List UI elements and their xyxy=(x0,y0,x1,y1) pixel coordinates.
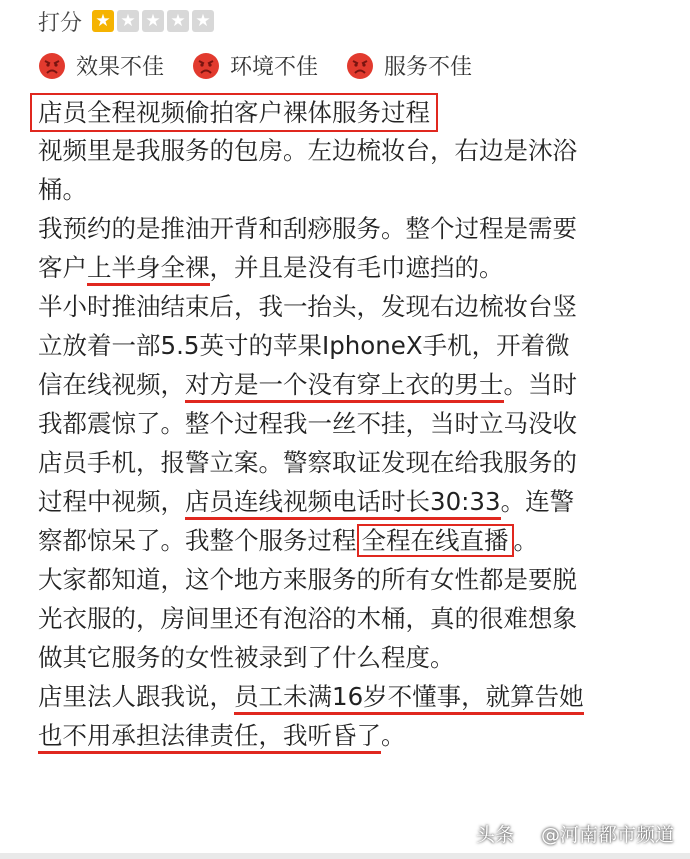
review-line: 我预约的是推油开背和刮痧服务。整个过程是需要 xyxy=(38,214,577,243)
star-rating xyxy=(92,10,214,32)
underlined-text: 对方是一个没有穿上衣的男士 xyxy=(185,370,504,403)
tag-label: 环境不佳 xyxy=(230,55,319,80)
underlined-text: 员工未满16岁不懂事，就算告她 xyxy=(234,682,584,715)
tag-label: 服务不佳 xyxy=(384,55,473,80)
review-line: 光衣服的，房间里还有泡浴的木桶，真的很难想象 xyxy=(38,604,577,633)
bottom-image-edge xyxy=(0,853,690,859)
review-line: 立放着一部5.5英寸的苹果IphoneX手机，开着微 xyxy=(38,331,570,360)
review-content xyxy=(38,92,668,755)
review-line: 也不用承担法律责任，我听昏了。 xyxy=(38,716,668,755)
star-icon: ★ xyxy=(192,10,214,32)
review-line: 店里法人跟我说，员工未满16岁不懂事，就算告她 xyxy=(38,677,668,716)
brand-logo-icon xyxy=(520,825,538,843)
tag-environment xyxy=(192,50,318,81)
review-line: 察都惊呆了。我整个服务过程 全程在线直播 。 xyxy=(38,526,538,555)
review-line: 店员手机，报警立案。警察取证发现在给我服务的 xyxy=(38,448,577,477)
watermark-prefix: 头条 xyxy=(475,824,514,846)
star-icon: ★ xyxy=(167,10,189,32)
review-line: 我都震惊了。整个过程我一丝不挂，当时立马没收 xyxy=(38,409,577,438)
angry-face-icon xyxy=(346,52,374,80)
rating-label: 打分 xyxy=(38,10,83,36)
watermark-account: @河南都市频道 xyxy=(540,824,674,846)
review-line: 半小时推油结束后，我一抬头，发现右边梳妆台竖 xyxy=(38,292,577,321)
review-line: 过程中视频，店员连线视频电话时长30:33。连警 xyxy=(38,482,668,521)
angry-face-icon xyxy=(38,52,66,80)
star-icon: ★ xyxy=(117,10,139,32)
rating-row xyxy=(38,4,214,38)
underlined-text: 上半身全裸 xyxy=(87,253,210,286)
tag-label: 效果不佳 xyxy=(76,55,165,80)
angry-face-icon xyxy=(192,52,220,80)
underlined-text: 店员连线视频电话时长30:33 xyxy=(185,487,501,520)
rating-tags xyxy=(38,50,500,81)
review-line: 客户上半身全裸，并且是没有毛巾遮挡的。 xyxy=(38,248,668,287)
watermark xyxy=(476,820,674,847)
review-line: 桶。 xyxy=(38,175,87,204)
tag-effect xyxy=(38,50,164,81)
boxed-text: 全程在线直播 xyxy=(357,524,514,557)
review-line: 视频里是我服务的包房。左边梳妆台，右边是沐浴 xyxy=(38,136,577,165)
tag-service xyxy=(346,50,472,81)
review-line: 做其它服务的女性被录到了什么程度。 xyxy=(38,643,455,672)
star-icon: ★ xyxy=(92,10,114,32)
review-line: 信在线视频，对方是一个没有穿上衣的男士。当时 xyxy=(38,365,668,404)
review-line: 大家都知道，这个地方来服务的所有女性都是要脱 xyxy=(38,565,577,594)
star-icon: ★ xyxy=(142,10,164,32)
review-title: 店员全程视频偷拍客户裸体服务过程 xyxy=(30,93,438,132)
underlined-text: 也不用承担法律责任，我听昏了 xyxy=(38,721,381,754)
